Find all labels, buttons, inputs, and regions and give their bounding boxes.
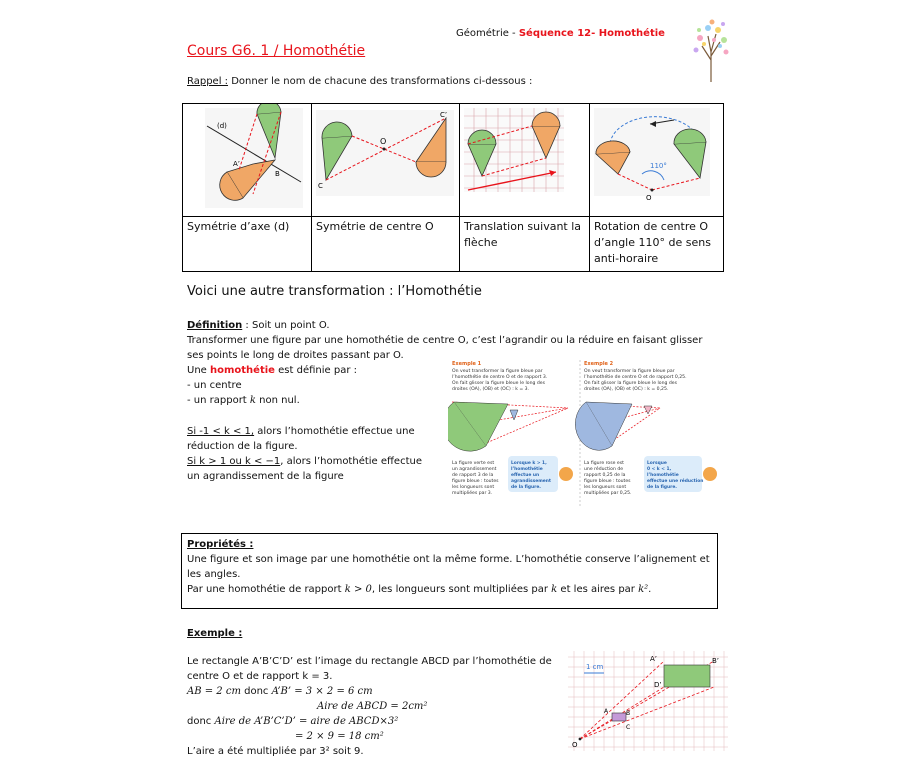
- condition1-head: Si -1 < k < 1,: [187, 426, 255, 437]
- ex2-bottom-4: les longueurs sont: [584, 485, 627, 490]
- header-subject: Géométrie -: [456, 28, 519, 39]
- ex1-text-2: On fait glisser la figure bleue le long des: [452, 381, 546, 386]
- homothetie-keyword: homothétie: [210, 365, 275, 376]
- fig2-label-c: C: [318, 182, 323, 190]
- ex1-bubble-2: effectue un: [511, 473, 540, 478]
- ex1-bottom-1: un agrandissement: [452, 467, 497, 472]
- fig1-label-d: (d): [217, 122, 227, 130]
- page-header: [456, 28, 665, 39]
- figure-central-symmetry: [312, 104, 460, 217]
- properties-line2: [187, 582, 712, 597]
- grid-unit-label: 1 cm: [586, 663, 604, 671]
- ex2-title: Exemple 2: [584, 361, 614, 367]
- ex1-text-1: l’homothétie de centre O et de rapport 3.: [452, 375, 548, 380]
- definition-item-centre: - un centre: [187, 380, 242, 391]
- image-rectangle: [664, 665, 710, 687]
- ex2-bubble-3: effectue une réduction: [647, 479, 704, 484]
- rappel-text: Donner le nom de chacune des transformations ci-dessous :: [228, 76, 533, 87]
- rappel-label: Rappel :: [187, 76, 229, 87]
- fig1-label-b: B: [275, 170, 280, 178]
- p2-pre: Par une homothétie de rapport: [187, 584, 345, 595]
- fig4-label-angle: 110°: [650, 162, 667, 170]
- ex2-text-2: On fait glisser la figure bleue le long des: [584, 381, 678, 386]
- fig2-label-o: O: [380, 137, 387, 146]
- ex1-bottom-2: de rapport 3 de la: [452, 473, 494, 478]
- ex2-bottom-2: rapport 0,25 de la: [584, 473, 626, 478]
- ex-l4-math: = 2 × 9 = 18 cm²: [295, 731, 384, 742]
- page-title: Cours G6. 1 / Homothétie: [187, 43, 366, 59]
- ex1-text-0: On veut transformer la figure bleue par: [452, 369, 543, 374]
- p2-cond: k > 0: [344, 584, 372, 595]
- rectangle-homothety-figure: [568, 651, 728, 751]
- definition-line1: : Soit un point O.: [242, 320, 330, 331]
- ex1-bottom-3: figure bleue : toutes: [452, 479, 499, 484]
- caption-rotation: Rotation de centre O d’angle 110° de sens anti-horaire: [590, 217, 724, 272]
- fig1-label-a: A’: [233, 160, 241, 168]
- caption-translation: Translation suivant la flèche: [460, 217, 590, 272]
- p2-mid2: et les aires par: [557, 584, 639, 595]
- ex1-bottom-5: multipliées par 3.: [452, 491, 493, 496]
- p2-end: .: [648, 584, 652, 595]
- caption-central-symmetry: Symétrie de centre O: [312, 217, 460, 272]
- ex1-text-3: droites (OA), (OB) et (OC) : k = 3.: [452, 387, 530, 392]
- ex2-bottom-3: figure bleue : toutes: [584, 479, 631, 484]
- grid-label-o: O: [572, 741, 578, 749]
- ex2-character-icon: [703, 467, 717, 481]
- ex1-bottom-0: La figure verte est: [452, 461, 495, 466]
- section-title: Voici une autre transformation : l’Homothétie: [187, 284, 482, 299]
- ex-l3-math: Aire de A’B’C’D’ = aire de ABCD×3²: [214, 716, 399, 727]
- definition-line3-post: est définie par :: [274, 365, 357, 376]
- figure-translation: [460, 104, 590, 217]
- condition2-text: , alors l’homothétie effectue un agrandissement de la figure: [187, 456, 422, 482]
- ex-l5: L’aire a été multipliée par 3² soit 9.: [187, 746, 364, 757]
- definition-label: Définition: [187, 320, 243, 331]
- ex2-bottom-0: La figure rose est: [584, 461, 624, 466]
- ex2-bubble-0: Lorsque: [647, 461, 667, 466]
- original-rectangle: [612, 713, 626, 721]
- homothety-examples-figure: [448, 358, 720, 510]
- grid-label-c: C: [626, 724, 631, 731]
- tree-logo: [690, 16, 732, 82]
- p2-k2: k²: [638, 584, 649, 595]
- ex1-bottom-4: les longueurs sont: [452, 485, 495, 490]
- caption-axial-symmetry: Symétrie d’axe (d): [183, 217, 312, 272]
- ex-l1-mid: donc: [240, 686, 272, 697]
- ex2-bubble-1: 0 < k < 1,: [647, 467, 672, 472]
- ex2-text-0: On veut transformer la figure bleue par: [584, 369, 675, 374]
- fig2-label-c2: C’: [440, 111, 448, 119]
- header-sequence: Séquence 12- Homothétie: [518, 28, 665, 39]
- exemple-label: Exemple :: [187, 628, 243, 639]
- conditions-block: [187, 424, 427, 484]
- condition2-head: Si k > 1 ou k < −1: [187, 456, 281, 467]
- figure-axial-symmetry: [183, 104, 312, 217]
- ex1-bubble-0: Lorsque k > 1,: [511, 461, 547, 466]
- ex1-character-icon: [559, 467, 573, 481]
- figure-rotation: [590, 104, 724, 217]
- properties-box: [181, 533, 718, 609]
- ex-l1-math2: A’B’ = 3 × 2 = 6 cm: [271, 686, 373, 697]
- rappel-line: [187, 76, 532, 87]
- ex-l1-math: AB = 2 cm: [187, 686, 241, 697]
- exemple-body: [187, 654, 557, 759]
- p2-k: k: [551, 584, 558, 595]
- ex2-bubble-4: de la figure.: [647, 485, 677, 490]
- condition1-text: alors l’homothétie effectue une réduction de la figure.: [187, 426, 415, 452]
- grid-label-a2: A’: [650, 655, 658, 663]
- ex2-bubble-2: l’homothétie: [647, 473, 679, 478]
- ex1-bubble-1: l’homothétie: [511, 467, 543, 472]
- ex1-title: Exemple 1: [452, 361, 482, 367]
- grid-label-b2: B’: [712, 657, 720, 665]
- fig4-label-o: O: [646, 194, 652, 202]
- item2-pre: - un rapport: [187, 395, 250, 406]
- grid-label-a: A: [604, 708, 609, 715]
- ex2-bottom-5: multipliées par 0,25.: [584, 491, 632, 496]
- ex2-bottom-1: une réduction de: [584, 467, 624, 472]
- ex-l3-pre: donc: [187, 716, 215, 727]
- p2-mid: , les longueurs sont multipliées par: [371, 584, 552, 595]
- exemple-intro: Le rectangle A’B’C’D’ est l’image du rectangle ABCD par l’homothétie de centre O et de rapport k = 3.: [187, 656, 552, 682]
- ex1-bubble-3: agrandissement: [511, 479, 551, 484]
- ex2-text-1: l’homothétie de centre O et de rapport 0,25.: [584, 375, 687, 380]
- grid-label-d2: D’: [654, 681, 662, 689]
- properties-line1: Une figure et son image par une homothétie ont la même forme. L’homothétie conserve l’alignement et les angles.: [187, 554, 710, 580]
- transformations-table: [182, 103, 724, 272]
- item2-var: k: [249, 395, 256, 406]
- ex2-text-3: droites (OA), (OB) et (OC) : k = 0,25.: [584, 387, 669, 392]
- definition-line3-pre: Une: [187, 365, 210, 376]
- definition-line2: Transformer une figure par une homothétie de centre O, c’est l’agrandir ou la réduire en faisant glisser ses points le long de droites passant par O.: [187, 335, 703, 361]
- grid-label-b: B: [626, 710, 631, 717]
- ex1-bubble-4: de la figure.: [511, 485, 541, 490]
- properties-label: Propriétés :: [187, 539, 254, 550]
- item2-post: non nul.: [255, 395, 300, 406]
- ex-l2-math: Aire de ABCD = 2cm²: [317, 701, 428, 712]
